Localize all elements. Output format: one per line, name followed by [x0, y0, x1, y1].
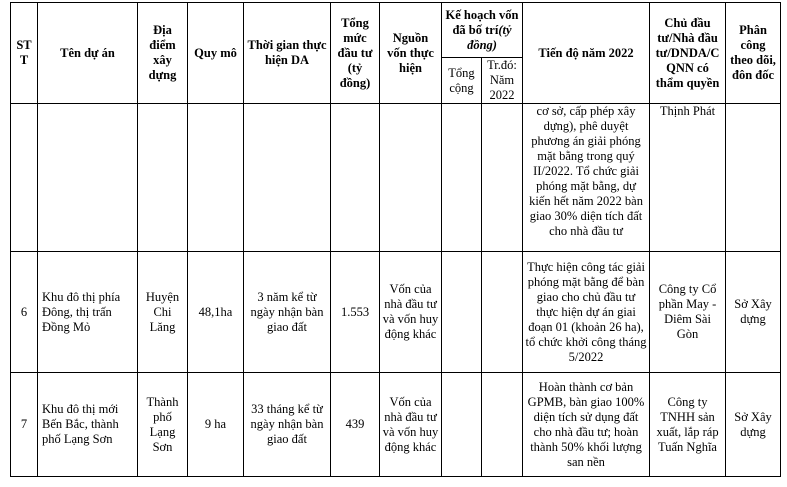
header-ke-hoach [442, 3, 523, 58]
cell-ten-du-an: Khu đô thị mới Bến Bắc, thành phố Lạng Sơn [38, 373, 138, 477]
cell-nguon-von: Vốn của nhà đầu tư và vốn huy động khác [380, 373, 442, 477]
header-tr-do-nam-2022: Tr.đó: Năm 2022 [482, 58, 523, 104]
cell-stt [11, 104, 38, 252]
cell-dia-diem: Huyện Chi Lăng [138, 252, 188, 373]
cell-nguon-von: Vốn của nhà đầu tư và vốn huy động khác [380, 252, 442, 373]
cell-chu-dau-tu: Công ty Cổ phần May - Diêm Sài Gòn [650, 252, 726, 373]
header-dia-diem: Địa điểm xây dựng [138, 3, 188, 104]
cell-tong-muc: 439 [331, 373, 380, 477]
cell-thoi-gian [244, 104, 331, 252]
cell-tien-do: cơ sở, cấp phép xây dựng), phê duyệt phương án giải phóng mặt bằng trong quý II/2022. Tổ chức giải phóng mặt bằng, dự kiến hết năm 2022 bàn giao 30% diện tích đất cho nhà đầu tư [523, 104, 650, 252]
cell-nam-2022 [482, 104, 523, 252]
cell-quy-mo: 48,1ha [188, 252, 244, 373]
header-ke-hoach-label: Kế hoạch vốn đã bố trí [445, 7, 519, 37]
cell-ten-du-an [38, 104, 138, 252]
cell-nguon-von [380, 104, 442, 252]
cell-tong-cong [442, 373, 482, 477]
table-row [11, 373, 781, 477]
cell-thoi-gian: 33 tháng kể từ ngày nhận bàn giao đất [244, 373, 331, 477]
table-row [11, 252, 781, 373]
cell-stt: 6 [11, 252, 38, 373]
header-tong-cong: Tổng cộng [442, 58, 482, 104]
cell-quy-mo: 9 ha [188, 373, 244, 477]
cell-tong-cong [442, 252, 482, 373]
header-row-1 [11, 3, 781, 58]
cell-phan-cong: Sở Xây dựng [726, 373, 781, 477]
cell-ten-du-an: Khu đô thị phía Đông, thị trấn Đồng Mỏ [38, 252, 138, 373]
cell-quy-mo [188, 104, 244, 252]
cell-thoi-gian: 3 năm kể từ ngày nhận bàn giao đất [244, 252, 331, 373]
cell-phan-cong [726, 104, 781, 252]
cell-dia-diem: Thành phố Lạng Sơn [138, 373, 188, 477]
cell-dia-diem [138, 104, 188, 252]
header-phan-cong: Phân công theo dõi, đôn đốc [726, 3, 781, 104]
cell-phan-cong: Sở Xây dựng [726, 252, 781, 373]
header-tien-do: Tiến độ năm 2022 [523, 3, 650, 104]
project-table [10, 2, 781, 477]
cell-tong-cong [442, 104, 482, 252]
cell-tong-muc [331, 104, 380, 252]
header-tong-muc: Tổng mức đầu tư (tỷ đồng) [331, 3, 380, 104]
header-stt: STT [11, 3, 38, 104]
cell-tien-do: Hoàn thành cơ bản GPMB, bàn giao 100% diện tích sử dụng đất cho nhà đầu tư; hoàn thành 50% khối lượng san nền [523, 373, 650, 477]
cell-tong-muc: 1.553 [331, 252, 380, 373]
cell-chu-dau-tu: Thịnh Phát [650, 104, 726, 252]
cell-tien-do: Thực hiện công tác giải phóng mặt bằng để bàn giao cho chủ đầu tư thực hiện dự án giai đoạn 01 (khoản 26 ha), tổ chức khởi công tháng 5/2022 [523, 252, 650, 373]
header-ke-hoach-unit: (tỷ đồng) [467, 22, 512, 52]
cell-stt: 7 [11, 373, 38, 477]
header-chu-dau-tu: Chủ đầu tư/Nhà đầu tư/DNDA/CQNN có thẩm quyền [650, 3, 726, 104]
header-quy-mo: Quy mô [188, 3, 244, 104]
cell-chu-dau-tu: Công ty TNHH sản xuất, lắp ráp Tuấn Nghĩa [650, 373, 726, 477]
header-ten-du-an: Tên dự án [38, 3, 138, 104]
cell-nam-2022 [482, 252, 523, 373]
header-nguon-von: Nguồn vốn thực hiện [380, 3, 442, 104]
header-thoi-gian: Thời gian thực hiện DA [244, 3, 331, 104]
table-row [11, 104, 781, 252]
cell-nam-2022 [482, 373, 523, 477]
